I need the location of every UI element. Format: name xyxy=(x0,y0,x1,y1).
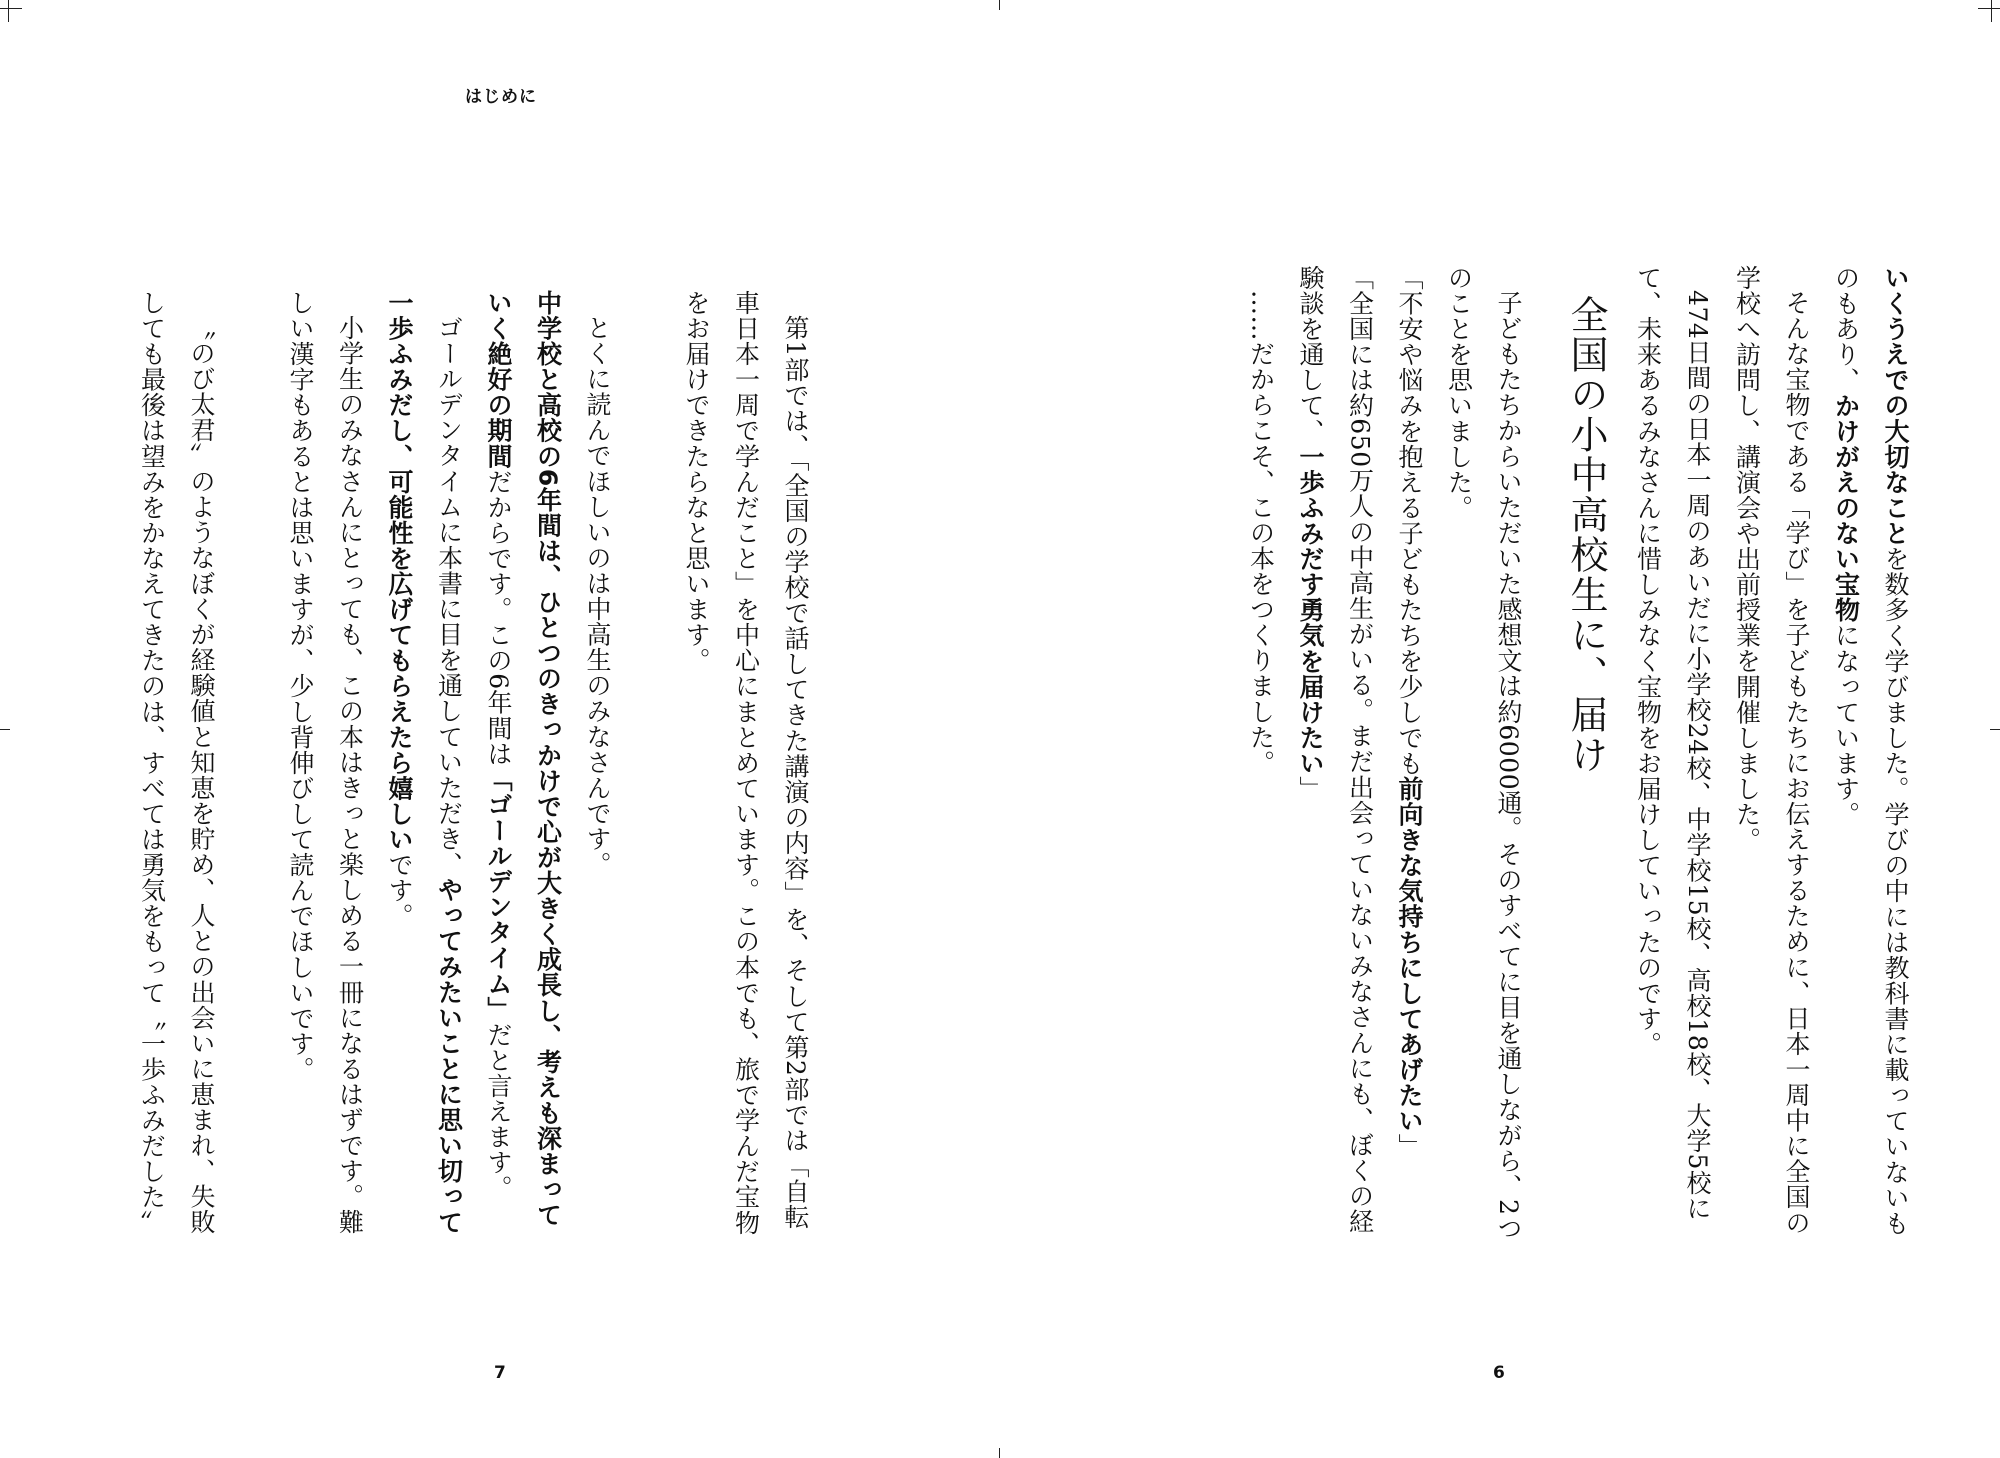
paragraph: ……だからこそ、この本をつくりました。 xyxy=(1246,290,1276,776)
text-run: 「全国には約650万人の中高生がいる。まだ出会っていないみなさんにも、ぼくの経験談を通して、 xyxy=(1296,265,1375,1235)
paragraph xyxy=(1821,265,1920,1245)
bold-phrase: やってみたいことに思い切って一歩ふみだし、可能性を広げてもらえたら嬉しい xyxy=(385,290,464,1235)
bold-phrase: 一歩ふみだす勇気を届けたい xyxy=(1296,443,1325,777)
page-6 xyxy=(1000,0,2000,1458)
text-run: を数多く学びました。学びの中には教科書に載っていないものもあり、 xyxy=(1831,265,1910,1236)
quote-paragraph xyxy=(1385,265,1435,1245)
text-run: だからです。この6年間は xyxy=(484,468,513,767)
page-number: 7 xyxy=(494,1363,506,1383)
bold-phrase: 前向きな気持ちにしてあげたい xyxy=(1395,776,1424,1134)
text-run: 」 xyxy=(1296,776,1325,802)
paragraph: 第1部では、「全国の学校で話してきた講演の内容」を、そして第2部では「自転車日本一周で学んだこと」を中心にまとめています。この本でも、旅で学んだ宝物をお届けできたらなと思います。 xyxy=(682,290,810,1236)
page-7-body xyxy=(127,290,820,1245)
paragraph: とくに読んでほしいのは中高生のみなさんです。 xyxy=(583,315,612,878)
paragraph xyxy=(375,290,474,1245)
quote-paragraph xyxy=(1286,265,1385,1245)
paragraph: 子どもたちからいただいた感想文は約6000通。そのすべてに目を通しながら、2つのことを思いました。 xyxy=(1444,265,1523,1241)
text-run: だと言えます。 xyxy=(484,1021,513,1201)
bold-phrase: 「ゴールデンタイム」 xyxy=(484,766,513,1022)
text-run: です。 xyxy=(385,852,414,929)
paragraph: 474日間の日本一周のあいだに小学校24校、中学校15校、高校18校、大学5校にて、未来あるみなさんに惜しみなく宝物をお届けしていったのです。 xyxy=(1633,265,1712,1222)
bold-phrase: いくうえでの大切なこと xyxy=(1881,265,1910,547)
text-run: になっています。 xyxy=(1831,622,1861,828)
running-head: はじめに xyxy=(465,87,537,107)
paragraph: 小学生のみなさんにとっても、この本はきっと楽しめる一冊になるはずです。難しい漢字もあるとは思いますが、少し背伸びして読んでほしいです。 xyxy=(286,290,365,1235)
bold-phrase: 中学校と高校の6年間は、ひとつのきっかけで心が大きく成長し、考えも深まっていく絶好の期間 xyxy=(484,290,563,1228)
section-heading: 全国の小中高校生に、届け xyxy=(1564,295,1608,775)
bold-phrase: かけがえのない宝物 xyxy=(1831,392,1861,623)
paragraph: そんな宝物である「学び」を子どもたちにお伝えするために、日本一周中に全国の学校へ訪問し、講演会や出前授業を開催しました。 xyxy=(1732,265,1811,1236)
page-number: 6 xyxy=(1493,1363,1505,1383)
paragraph xyxy=(474,290,573,1245)
text-run: ゴールデンタイムに本書に目を通していただき、 xyxy=(434,315,464,878)
text-run: 「不安や悩みを抱える子どもたちを少しでも xyxy=(1395,265,1424,776)
text-run: 」 xyxy=(1395,1133,1424,1160)
paragraph: 〝のび太君〟のようなぼくが経験値と知恵を貯め、人との出会いに恵まれ、失敗しても最後は望みをかなえてきたのは、すべては勇気をもって〝一歩ふみだした〟 xyxy=(137,290,216,1236)
page-6-body xyxy=(1236,265,1920,1245)
